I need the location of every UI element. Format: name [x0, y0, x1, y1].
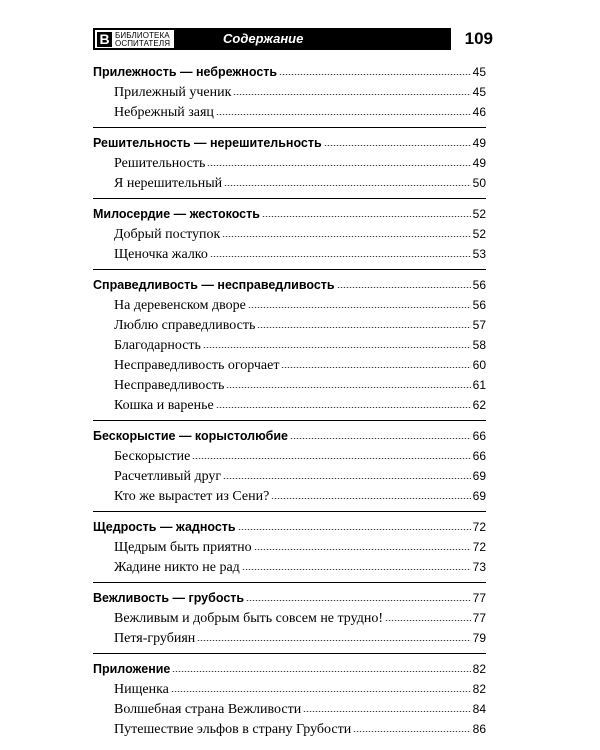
entry-title: Прилежность — небрежность — [93, 65, 278, 79]
header-title: Содержание — [223, 31, 304, 46]
dot-leader — [216, 114, 471, 115]
toc-entry[interactable] — [93, 153, 486, 173]
entry-title: Щеночка жалко — [114, 247, 208, 262]
toc-section-heading[interactable] — [93, 426, 486, 446]
entry-page-number: 82 — [472, 662, 486, 676]
dot-leader — [207, 165, 470, 166]
entry-page-number: 45 — [472, 85, 486, 99]
dot-leader — [303, 711, 470, 712]
toc-entry[interactable] — [93, 446, 486, 466]
dot-leader — [171, 691, 471, 692]
dot-leader — [290, 438, 471, 439]
toc-section-heading[interactable] — [93, 517, 486, 537]
dot-leader — [262, 216, 471, 217]
toc-entry[interactable] — [93, 699, 486, 719]
entry-title: Вежливость — грубость — [93, 591, 245, 605]
entry-title: Несправедливость — [114, 378, 225, 393]
entry-page-number: 45 — [472, 65, 486, 79]
entry-page-number: 53 — [472, 247, 486, 261]
entry-title: Вежливым и добрым быть совсем не трудно! — [114, 611, 384, 626]
dot-leader — [281, 367, 470, 368]
toc-entry[interactable] — [93, 719, 486, 739]
toc-entry[interactable] — [93, 82, 486, 102]
entry-title: Приложение — [93, 662, 171, 676]
entry-title: Путешествие эльфов в страну Грубости — [114, 722, 352, 737]
dot-leader — [226, 387, 470, 388]
entry-title: Благодарность — [114, 338, 201, 353]
dot-leader — [242, 569, 471, 570]
toc-entry[interactable] — [93, 628, 486, 648]
entry-page-number: 60 — [472, 358, 486, 372]
entry-title: Петя-грубиян — [114, 631, 196, 646]
dot-leader — [233, 94, 470, 95]
entry-title: Небрежный заяц — [114, 105, 214, 120]
toc-entry[interactable] — [93, 335, 486, 355]
page-header — [93, 28, 493, 50]
entry-title: Справедливость — несправедливость — [93, 278, 335, 292]
toc-entry[interactable] — [93, 295, 486, 315]
entry-page-number: 57 — [472, 318, 486, 332]
entry-page-number: 46 — [472, 105, 486, 119]
toc-entry[interactable] — [93, 557, 486, 577]
dot-leader — [254, 549, 471, 550]
toc-entry[interactable] — [93, 608, 486, 628]
toc-section — [93, 199, 486, 270]
entry-page-number: 52 — [472, 227, 486, 241]
toc-section — [93, 421, 486, 512]
entry-page-number: 58 — [472, 338, 486, 352]
entry-page-number: 77 — [472, 591, 486, 605]
logo-line-1: БИБЛИОТЕКА — [115, 31, 170, 40]
entry-page-number: 49 — [472, 136, 486, 150]
entry-title: Щедрым быть приятно — [114, 540, 252, 555]
entry-page-number: 79 — [472, 631, 486, 645]
toc-entry[interactable] — [93, 679, 486, 699]
dot-leader — [353, 731, 470, 732]
toc-section-heading[interactable] — [93, 133, 486, 153]
table-of-contents — [93, 60, 486, 744]
toc-section — [93, 60, 486, 128]
toc-entry[interactable] — [93, 224, 486, 244]
dot-leader — [172, 671, 470, 672]
entry-page-number: 52 — [472, 207, 486, 221]
dot-leader — [238, 529, 471, 530]
entry-title: Решительность — нерешительность — [93, 136, 322, 150]
dot-leader — [246, 600, 471, 601]
entry-page-number: 86 — [472, 722, 486, 736]
entry-title: Бескорыстие — [114, 449, 191, 464]
entry-title: Кто же вырастет из Сени? — [114, 489, 270, 504]
entry-page-number: 50 — [472, 176, 486, 190]
toc-section-heading[interactable] — [93, 659, 486, 679]
dot-leader — [192, 458, 470, 459]
entry-title: Кошка и варенье — [114, 398, 214, 413]
entry-title: На деревенском дворе — [114, 298, 246, 313]
toc-entry[interactable] — [93, 395, 486, 415]
toc-section — [93, 512, 486, 583]
dot-leader — [248, 307, 471, 308]
dot-leader — [197, 640, 470, 641]
dot-leader — [271, 498, 470, 499]
toc-entry[interactable] — [93, 173, 486, 193]
entry-title: Бескорыстие — корыстолюбие — [93, 429, 288, 443]
toc-entry[interactable] — [93, 486, 486, 506]
entry-title: Милосердие — жестокость — [93, 207, 260, 221]
series-logo — [94, 29, 175, 49]
entry-title: Решительность — [114, 156, 206, 171]
toc-entry[interactable] — [93, 315, 486, 335]
entry-page-number: 69 — [472, 489, 486, 503]
entry-page-number: 73 — [472, 560, 486, 574]
toc-entry[interactable] — [93, 466, 486, 486]
entry-title: Расчетливый друг — [114, 469, 222, 484]
toc-section — [93, 270, 486, 421]
entry-title: Прилежный ученик — [114, 85, 232, 100]
toc-entry[interactable] — [93, 375, 486, 395]
dot-leader — [216, 407, 471, 408]
dot-leader — [224, 185, 471, 186]
dot-leader — [257, 327, 470, 328]
entry-page-number: 72 — [472, 520, 486, 534]
dot-leader — [203, 347, 471, 348]
entry-page-number: 72 — [472, 540, 486, 554]
entry-title: Люблю справедливость — [114, 318, 256, 333]
entry-title: Жадине никто не рад — [114, 560, 240, 575]
toc-entry[interactable] — [93, 102, 486, 122]
dot-leader — [337, 287, 471, 288]
entry-title: Несправедливость огорчает — [114, 358, 280, 373]
entry-title: Я нерешительный — [114, 176, 223, 191]
entry-page-number: 62 — [472, 398, 486, 412]
entry-page-number: 69 — [472, 469, 486, 483]
toc-section-heading[interactable] — [93, 62, 486, 82]
entry-page-number: 82 — [472, 682, 486, 696]
toc-section — [93, 128, 486, 199]
entry-page-number: 49 — [472, 156, 486, 170]
entry-page-number: 56 — [472, 298, 486, 312]
logo-line-2: ОСПИТАТЕЛЯ — [115, 39, 171, 48]
dot-leader — [385, 620, 471, 621]
toc-entry[interactable] — [93, 537, 486, 557]
entry-title: Волшебная страна Вежливости — [114, 702, 302, 717]
entry-page-number: 66 — [472, 429, 486, 443]
dot-leader — [222, 236, 470, 237]
entry-title: Добрый поступок — [114, 227, 221, 242]
entry-page-number: 56 — [472, 278, 486, 292]
entry-page-number: 66 — [472, 449, 486, 463]
entry-title: Щедрость — жадность — [93, 520, 236, 534]
entry-page-number: 84 — [472, 702, 486, 716]
entry-title: Нищенка — [114, 682, 169, 697]
toc-section-heading[interactable] — [93, 275, 486, 295]
toc-section-heading[interactable] — [93, 204, 486, 224]
page-number: 109 — [451, 28, 493, 50]
toc-section — [93, 583, 486, 654]
dot-leader — [223, 478, 471, 479]
dot-leader — [210, 256, 471, 257]
toc-section-heading[interactable] — [93, 588, 486, 608]
dot-leader — [324, 145, 471, 146]
toc-section — [93, 654, 486, 744]
dot-leader — [279, 74, 471, 75]
logo-letter: В — [97, 32, 112, 47]
toc-entry[interactable] — [93, 355, 486, 375]
entry-page-number: 77 — [472, 611, 486, 625]
entry-page-number: 61 — [472, 378, 486, 392]
toc-entry[interactable] — [93, 244, 486, 264]
